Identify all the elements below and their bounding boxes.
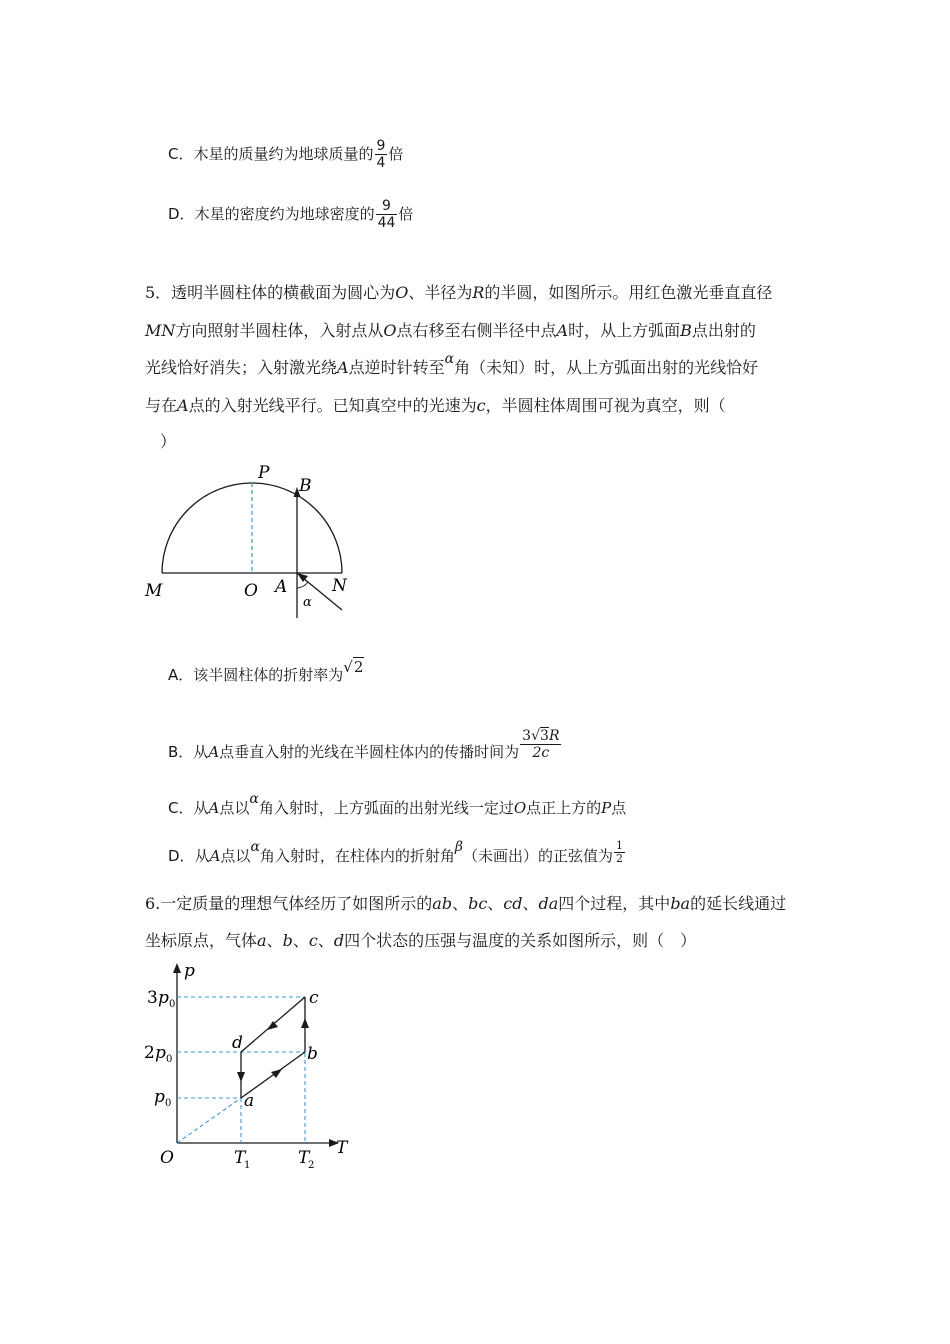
q5-option-a[interactable]: A．该半圆柱体的折射率为√2 (168, 663, 364, 687)
label-n: N (332, 576, 347, 596)
svg-text:3: 3 (147, 988, 158, 1008)
q6-pt-diagram (140, 960, 370, 1180)
svg-text:T: T (234, 1148, 246, 1168)
q4-option-d[interactable]: D．木星的密度约为地球密度的 $\frac{9}{44}$ 倍 (168, 198, 414, 231)
svg-text:T: T (298, 1148, 310, 1168)
q5-stem-line4: 与在A点的入射光线平行。已知真空中的光速为c，半圆柱体周围可视为真空，则（ (145, 396, 726, 415)
label-o: O (244, 581, 258, 601)
arrow-bc-icon (301, 1018, 309, 1028)
arrow-da-icon (237, 1072, 245, 1082)
alpha-angle-arc (297, 582, 308, 588)
q6-stem-line1: 6.一定质量的理想气体经历了如图所示的ab、bc、cd、da四个过程，其中ba的延长线通过 (145, 894, 787, 913)
label-p: p (184, 961, 195, 981)
state-b: b (307, 1044, 318, 1064)
label-m: M (145, 581, 163, 601)
svg-text:0: 0 (166, 1054, 173, 1065)
fraction: $\frac{9}{4}$ (376, 138, 386, 171)
svg-text:p: p (158, 988, 169, 1008)
svg-text:p: p (155, 1043, 166, 1063)
q5-option-d[interactable]: D．从A点以α角入射时，在柱体内的折射角β（未画出）的正弦值为 $\frac{1}{2}$ (168, 839, 624, 865)
label-a: A (275, 577, 288, 597)
state-d: d (232, 1033, 243, 1053)
label-t: T (336, 1138, 348, 1158)
tick-t2 (298, 1148, 314, 1171)
tick-3p0 (147, 988, 175, 1010)
q5-option-c[interactable]: C．从A点以α角入射时，上方弧面的出射光线一定过O点正上方的P点 (168, 791, 627, 817)
label-origin: O (160, 1148, 174, 1168)
tick-2p0 (144, 1043, 172, 1065)
label-b: B (299, 476, 312, 496)
label-alpha: α (303, 595, 312, 610)
q5-option-b[interactable]: B．从A点垂直入射的光线在半圆柱体内的传播时间为 $\frac{3√3R}{2c}$ (168, 728, 560, 761)
fraction: $\frac{3√3R}{2c}$ (522, 728, 560, 761)
q5-semicircle-figure (140, 460, 360, 630)
fraction: $\frac{1}{2}$ (616, 839, 624, 865)
arrow-ab-icon (271, 1069, 282, 1078)
svg-text:2: 2 (308, 1160, 315, 1171)
tick-t1 (234, 1148, 250, 1171)
state-c: c (309, 988, 319, 1008)
tick-p0 (154, 1087, 171, 1109)
svg-text:0: 0 (165, 1098, 172, 1109)
label-p: P (258, 463, 270, 483)
q5-stem-line2: MN方向照射半圆柱体，入射点从O点右移至右侧半径中点A时，从上方弧面B点出射的 (145, 321, 756, 340)
q5-stem-line5: ） (160, 432, 177, 451)
svg-text:p: p (154, 1087, 165, 1107)
svg-text:1: 1 (244, 1160, 251, 1171)
q5-stem-line1: 5．透明半圆柱体的横截面为圆心为O、半径为R的半圆，如图所示。用红色激光垂直直径 (145, 283, 773, 302)
q4-option-c[interactable]: C．木星的质量约为地球质量的 $\frac{9}{4}$ 倍 (168, 138, 404, 171)
fraction: $\frac{9}{44}$ (377, 198, 396, 231)
sqrt: √2 (343, 658, 364, 676)
process-lines (241, 997, 305, 1098)
svg-text:0: 0 (169, 999, 176, 1010)
svg-text:2: 2 (144, 1043, 155, 1063)
q6-stem-line2: 坐标原点，气体a、b、c、d四个状态的压强与温度的关系如图所示，则（ ） (145, 931, 697, 950)
state-a: a (244, 1091, 255, 1111)
p-axis-arrow-icon (173, 963, 181, 973)
q5-stem-line3: 光线恰好消失；入射激光绕A点逆时针转至α角（未知）时，从上方弧面出射的光线恰好 (145, 351, 759, 377)
